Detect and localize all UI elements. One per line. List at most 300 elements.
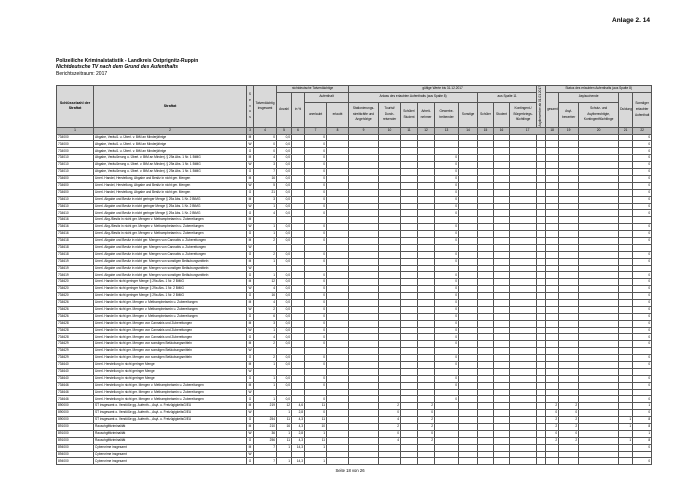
cell-value xyxy=(478,389,494,396)
cell-value xyxy=(277,389,292,396)
cell-value: 0 xyxy=(633,189,652,196)
cell-value: 0 xyxy=(633,162,652,169)
cell-value xyxy=(401,382,418,389)
cell-sexus: W xyxy=(247,162,254,169)
cell-straftat: Unerl. Abgabe und Besitz in nicht ger. Mengen von Cannabis u. Zubereitungen xyxy=(94,237,247,244)
cell-asyl-ab xyxy=(537,458,546,465)
cell-value xyxy=(459,410,478,417)
cell-value xyxy=(546,217,559,224)
cell-value xyxy=(559,293,579,300)
cell-straftat: Unerl. Abgabe und Besitz in nicht ger. Mengen von sonstigen Betäubungsmitteln xyxy=(94,258,247,265)
cell-value xyxy=(619,293,633,300)
cell-value xyxy=(494,272,510,279)
cell-value xyxy=(327,361,349,368)
cell-value: 0 xyxy=(633,169,652,176)
cell-value xyxy=(478,382,494,389)
cell-value xyxy=(418,217,435,224)
cell-value xyxy=(459,189,478,196)
cell-value xyxy=(349,389,379,396)
cell-value xyxy=(418,148,435,155)
column-number: 6 xyxy=(292,127,305,134)
cell-value xyxy=(559,189,579,196)
cell-value xyxy=(579,437,619,444)
cell-value: 0,0 xyxy=(277,258,292,265)
cell-value xyxy=(633,451,652,458)
cell-value xyxy=(619,403,633,410)
cell-value xyxy=(546,361,559,368)
cell-value: 4 xyxy=(379,417,401,424)
header-sexus: S e x u s xyxy=(247,86,254,128)
cell-value xyxy=(494,396,510,403)
cell-asyl-ab xyxy=(537,189,546,196)
cell-value xyxy=(494,203,510,210)
cell-value xyxy=(459,203,478,210)
cell-value xyxy=(349,327,379,334)
cell-value xyxy=(401,444,418,451)
cell-schluessel: 734628 xyxy=(57,320,94,327)
cell-value: 0 xyxy=(305,355,327,362)
cell-value: 0 xyxy=(633,382,652,389)
cell-value xyxy=(494,334,510,341)
cell-value: 2 xyxy=(379,403,401,410)
cell-value xyxy=(478,162,494,169)
cell-schluessel: 734000 xyxy=(57,148,94,155)
cell-value xyxy=(254,265,277,272)
cell-value xyxy=(619,155,633,162)
cell-value xyxy=(546,396,559,403)
cell-value xyxy=(418,244,435,251)
cell-value xyxy=(478,368,494,375)
cell-value xyxy=(379,231,401,238)
cell-schluessel: 894000 xyxy=(57,444,94,451)
cell-value xyxy=(494,320,510,327)
cell-value: 0 xyxy=(633,355,652,362)
cell-schluessel: 894000 xyxy=(57,458,94,465)
cell-value: 0 xyxy=(435,189,459,196)
cell-value: 1 xyxy=(277,410,292,417)
cell-value: 0 xyxy=(305,134,327,141)
cell-value xyxy=(379,251,401,258)
cell-value xyxy=(478,313,494,320)
cell-value: 0,0 xyxy=(277,313,292,320)
cell-value xyxy=(459,458,478,465)
cell-value: 0 xyxy=(435,293,459,300)
cell-value xyxy=(579,293,619,300)
cell-value xyxy=(459,162,478,169)
cell-value xyxy=(327,258,349,265)
cell-value: 0 xyxy=(633,444,652,451)
cell-value: 2 xyxy=(254,237,277,244)
cell-value xyxy=(546,293,559,300)
cell-value xyxy=(579,155,619,162)
cell-value: 219 xyxy=(254,403,277,410)
cell-sexus: G xyxy=(247,148,254,155)
cell-value xyxy=(379,444,401,451)
cell-value xyxy=(494,444,510,451)
cell-value xyxy=(559,382,579,389)
cell-value: 0 xyxy=(305,189,327,196)
cell-value xyxy=(418,286,435,293)
cell-value xyxy=(349,348,379,355)
cell-value xyxy=(292,169,305,176)
cell-value: 0 xyxy=(633,361,652,368)
cell-value xyxy=(435,424,459,431)
cell-value xyxy=(579,389,619,396)
cell-value: 2 xyxy=(546,424,559,431)
cell-value xyxy=(579,148,619,155)
cell-value xyxy=(254,389,277,396)
cell-value xyxy=(510,286,537,293)
cell-schluessel: 734629 xyxy=(57,341,94,348)
cell-straftat: Unerl. Handel in nicht ger. Mengen v. Methamphetamin u. Zubereitungen xyxy=(94,299,247,306)
cell-value xyxy=(349,237,379,244)
cell-value xyxy=(579,217,619,224)
cell-asyl-ab xyxy=(537,410,546,417)
table-body xyxy=(57,134,652,465)
cell-value xyxy=(579,403,619,410)
cell-value: 0 xyxy=(305,327,327,334)
cell-value xyxy=(292,341,305,348)
table-row xyxy=(57,341,652,348)
cell-schluessel: 734628 xyxy=(57,327,94,334)
cell-schluessel: 734620 xyxy=(57,279,94,286)
cell-asyl-ab xyxy=(537,251,546,258)
cell-value xyxy=(379,265,401,272)
cell-value xyxy=(327,182,349,189)
cell-value: 0 xyxy=(435,196,459,203)
cell-value xyxy=(478,169,494,176)
cell-value xyxy=(349,396,379,403)
cell-value: 0 xyxy=(435,299,459,306)
cell-value xyxy=(619,162,633,169)
cell-value xyxy=(327,430,349,437)
cell-value xyxy=(379,341,401,348)
column-number: 14 xyxy=(459,127,478,134)
cell-value xyxy=(305,368,327,375)
cell-value: 0 xyxy=(633,293,652,300)
cell-value xyxy=(418,382,435,389)
cell-asyl-ab xyxy=(537,148,546,155)
cell-value xyxy=(579,203,619,210)
cell-value: 2 xyxy=(418,403,435,410)
cell-schluessel: 734610 xyxy=(57,203,94,210)
cell-value: 4 xyxy=(254,155,277,162)
cell-value xyxy=(559,265,579,272)
cell-value xyxy=(254,244,277,251)
cell-asyl-ab xyxy=(537,210,546,217)
cell-value xyxy=(494,141,510,148)
column-number: 10 xyxy=(379,127,401,134)
cell-value xyxy=(478,458,494,465)
cell-value xyxy=(510,396,537,403)
table-row xyxy=(57,169,652,176)
cell-value: 1 xyxy=(254,361,277,368)
column-number: 12 xyxy=(418,127,435,134)
cell-value xyxy=(478,444,494,451)
cell-value xyxy=(559,327,579,334)
cell-straftat: ST insgesamt o. Verstöße gg. Aufenth.-, Asyl- u. FreizügigkeitsG/EU xyxy=(94,410,247,417)
cell-value xyxy=(401,134,418,141)
cell-value xyxy=(546,320,559,327)
cell-value xyxy=(579,355,619,362)
cell-value xyxy=(478,258,494,265)
cell-schluessel: 734619 xyxy=(57,258,94,265)
cell-schluessel: 734640 xyxy=(57,368,94,375)
cell-value xyxy=(510,355,537,362)
cell-value: 0 xyxy=(305,375,327,382)
table-row xyxy=(57,155,652,162)
cell-value xyxy=(327,244,349,251)
header-stationierung: Stationierungs-streitkräfte und Angehörige xyxy=(349,102,379,127)
cell-value xyxy=(459,451,478,458)
cell-value xyxy=(619,244,633,251)
cell-straftat: Abgabe, Veräuß. u. Überl. v. BtM an Minderjährige xyxy=(94,148,247,155)
cell-value xyxy=(478,299,494,306)
cell-value xyxy=(546,313,559,320)
cell-schluessel: 734010 xyxy=(57,155,94,162)
cell-value xyxy=(349,148,379,155)
cell-value xyxy=(494,389,510,396)
cell-schluessel: 734616 xyxy=(57,224,94,231)
cell-asyl-ab xyxy=(537,313,546,320)
cell-value xyxy=(327,389,349,396)
cell-asyl-ab xyxy=(537,403,546,410)
cell-value xyxy=(327,217,349,224)
cell-value xyxy=(349,299,379,306)
cell-value xyxy=(478,231,494,238)
cell-value xyxy=(379,258,401,265)
cell-value xyxy=(349,258,379,265)
column-number: 18 xyxy=(546,127,559,134)
cell-straftat: Cybercrime insgesamt xyxy=(94,444,247,451)
cell-value xyxy=(401,237,418,244)
cell-value xyxy=(418,182,435,189)
cell-value xyxy=(579,265,619,272)
cell-value: 0 xyxy=(546,410,559,417)
cell-value xyxy=(510,175,537,182)
cell-sexus: G xyxy=(247,210,254,217)
cell-straftat: Unerl. Herstellung in nicht ger. Mengen v. Methamphetamin u. Zubereitungen xyxy=(94,382,247,389)
cell-value: 11 xyxy=(305,403,327,410)
cell-value: 0,0 xyxy=(277,286,292,293)
column-number: 21 xyxy=(619,127,633,134)
cell-value xyxy=(418,231,435,238)
cell-sexus: W xyxy=(247,286,254,293)
cell-value xyxy=(559,162,579,169)
cell-schluessel: 734616 xyxy=(57,231,94,238)
cell-value xyxy=(379,299,401,306)
cell-schluessel: 734640 xyxy=(57,361,94,368)
cell-value: 8 xyxy=(633,437,652,444)
cell-value xyxy=(494,134,510,141)
cell-value xyxy=(559,272,579,279)
cell-value xyxy=(349,217,379,224)
cell-value xyxy=(379,389,401,396)
cell-asyl-ab xyxy=(537,368,546,375)
cell-value xyxy=(510,134,537,141)
cell-value: 0,0 xyxy=(277,175,292,182)
cell-straftat: Unerl. Abgabe und Besitz in nicht ger. Mengen von Cannabis u. Zubereitungen xyxy=(94,244,247,251)
cell-value xyxy=(510,389,537,396)
cell-value xyxy=(478,134,494,141)
cell-value xyxy=(401,368,418,375)
cell-value xyxy=(401,224,418,231)
cell-value xyxy=(494,224,510,231)
cell-schluessel: 734616 xyxy=(57,217,94,224)
cell-schluessel: 891000 xyxy=(57,437,94,444)
cell-value xyxy=(327,148,349,155)
cell-value: 0,0 xyxy=(277,355,292,362)
cell-value xyxy=(494,182,510,189)
cell-value xyxy=(349,244,379,251)
cell-value xyxy=(401,286,418,293)
column-number: 15 xyxy=(478,127,494,134)
cell-value xyxy=(379,368,401,375)
cell-value xyxy=(559,313,579,320)
cell-value: 1 xyxy=(619,424,633,431)
cell-value xyxy=(546,375,559,382)
cell-value xyxy=(349,251,379,258)
cell-value: 0 xyxy=(305,182,327,189)
header-schluessel: Schlüsselzahl der Straftat xyxy=(57,86,94,128)
cell-value xyxy=(401,355,418,362)
cell-value xyxy=(379,244,401,251)
column-number: 8 xyxy=(327,127,349,134)
cell-value xyxy=(379,327,401,334)
header-gueltige-werte: gültige Werte bis 31.12.2017 xyxy=(349,86,537,93)
page-footer: Seite 18 von 26 xyxy=(335,468,365,473)
cell-value xyxy=(633,389,652,396)
cell-value xyxy=(619,272,633,279)
cell-value xyxy=(349,306,379,313)
cell-value: 2 xyxy=(559,417,579,424)
cell-straftat: Unerl. Handel in nicht geringer Menge § 29a Abs. 1 Nr. 2 BtMG xyxy=(94,279,247,286)
cell-value xyxy=(349,203,379,210)
cell-value xyxy=(494,327,510,334)
cell-value: 0 xyxy=(435,237,459,244)
cell-value xyxy=(349,231,379,238)
cell-value: 0 xyxy=(305,313,327,320)
cell-value xyxy=(510,430,537,437)
cell-value xyxy=(510,327,537,334)
cell-value xyxy=(327,403,349,410)
cell-value xyxy=(379,148,401,155)
cell-value: 0 xyxy=(546,430,559,437)
cell-value xyxy=(579,162,619,169)
cell-value xyxy=(401,403,418,410)
cell-value xyxy=(349,182,379,189)
cell-value xyxy=(292,231,305,238)
cell-value: 0 xyxy=(435,162,459,169)
cell-value: 4 xyxy=(254,210,277,217)
cell-asyl-ab xyxy=(537,182,546,189)
cell-value xyxy=(349,272,379,279)
cell-value xyxy=(292,382,305,389)
cell-value xyxy=(579,244,619,251)
cell-value xyxy=(579,444,619,451)
cell-value xyxy=(292,244,305,251)
cell-value xyxy=(327,231,349,238)
cell-value xyxy=(292,293,305,300)
cell-schluessel: 734646 xyxy=(57,396,94,403)
cell-value xyxy=(579,361,619,368)
cell-value xyxy=(349,162,379,169)
cell-value xyxy=(510,417,537,424)
cell-asyl-ab xyxy=(537,334,546,341)
cell-value xyxy=(305,348,327,355)
cell-value xyxy=(292,251,305,258)
cell-value: 0 xyxy=(254,148,277,155)
cell-value xyxy=(619,355,633,362)
cell-sexus: M xyxy=(247,258,254,265)
cell-value xyxy=(478,403,494,410)
cell-value xyxy=(401,306,418,313)
cell-value: 0 xyxy=(633,396,652,403)
cell-value xyxy=(292,162,305,169)
cell-value xyxy=(510,244,537,251)
header-anzahl: Anzahl xyxy=(277,92,292,127)
cell-sexus: M xyxy=(247,444,254,451)
cell-value xyxy=(379,155,401,162)
cell-value xyxy=(418,169,435,176)
report-titles xyxy=(56,58,198,77)
cell-value xyxy=(459,182,478,189)
cell-value xyxy=(546,169,559,176)
table-row xyxy=(57,306,652,313)
cell-value xyxy=(619,148,633,155)
cell-value: 0 xyxy=(305,169,327,176)
cell-value: 0,0 xyxy=(277,162,292,169)
cell-value xyxy=(478,141,494,148)
cell-value xyxy=(292,327,305,334)
cell-value: 4 xyxy=(254,299,277,306)
cell-value xyxy=(349,341,379,348)
cell-value xyxy=(292,320,305,327)
cell-straftat: Unerl. Handel in nicht ger. Mengen von sonstigen Betäubungsmitteln xyxy=(94,348,247,355)
table-row xyxy=(57,334,652,341)
cell-value xyxy=(327,272,349,279)
cell-value xyxy=(510,182,537,189)
cell-value xyxy=(494,355,510,362)
cell-value: 0,0 xyxy=(277,182,292,189)
cell-value xyxy=(459,299,478,306)
cell-value: 0 xyxy=(435,327,459,334)
cell-value xyxy=(510,375,537,382)
cell-value xyxy=(379,189,401,196)
cell-value xyxy=(379,320,401,327)
cell-value: 0 xyxy=(305,203,327,210)
cell-value: 0 xyxy=(633,155,652,162)
table-row xyxy=(57,396,652,403)
cell-value xyxy=(459,355,478,362)
cell-value xyxy=(559,217,579,224)
cell-value xyxy=(379,237,401,244)
cell-asyl-ab xyxy=(537,299,546,306)
cell-sexus: W xyxy=(247,451,254,458)
cell-value xyxy=(401,155,418,162)
table-row xyxy=(57,141,652,148)
cell-value: 21 xyxy=(254,189,277,196)
cell-value xyxy=(327,224,349,231)
cell-value xyxy=(478,203,494,210)
cell-value xyxy=(292,389,305,396)
cell-value xyxy=(459,251,478,258)
table-row xyxy=(57,148,652,155)
cell-value xyxy=(277,265,292,272)
cell-value xyxy=(478,182,494,189)
cell-value xyxy=(327,175,349,182)
cell-value xyxy=(292,148,305,155)
